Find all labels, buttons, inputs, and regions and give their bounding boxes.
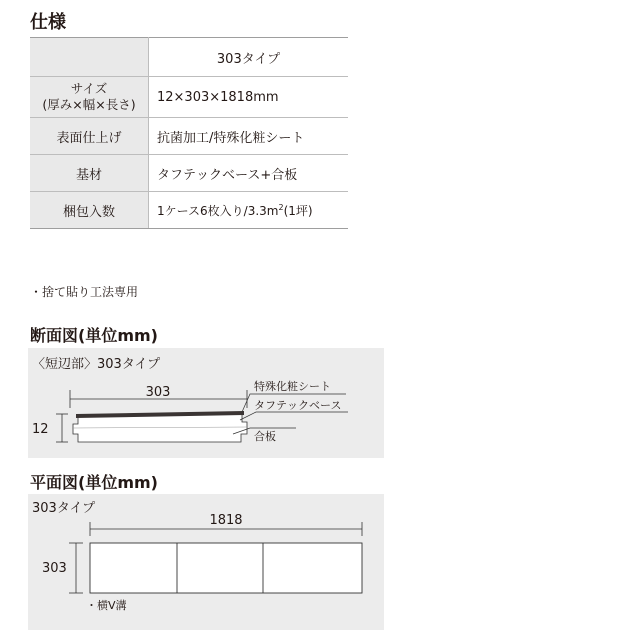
section-width-label: 303 [145, 385, 171, 400]
section-diagram [28, 348, 384, 458]
plan-panel [28, 494, 384, 630]
spec-value-packing-post: (1坪) [283, 203, 313, 218]
plan-diagram [28, 494, 384, 630]
spec-label-finish: 表面仕上げ [30, 118, 149, 155]
plan-title: 平面図(単位mm) [30, 473, 158, 492]
spec-value-finish: 抗菌加工/特殊化粧シート [149, 118, 349, 155]
spec-value-size: 12×303×1818mm [149, 77, 349, 118]
spec-row-size [30, 77, 348, 118]
section-label-base: タフテックベース [254, 399, 342, 412]
spec-value-packing-main: 1ケース6枚入り/3.3m [157, 203, 279, 218]
section-label-sheet: 特殊化粧シート [254, 380, 331, 393]
section-label-plywood: 合板 [254, 430, 276, 443]
install-note: ・捨て貼り工法専用 [30, 285, 139, 299]
section-thickness-label: 12 [32, 422, 49, 437]
spec-label-packing: 梱包入数 [30, 192, 149, 229]
spec-table [30, 37, 348, 229]
spec-row-base [30, 155, 348, 192]
plan-width-label: 303 [42, 561, 67, 576]
spec-row-finish [30, 118, 348, 155]
spec-row-packing [30, 192, 348, 229]
plan-length-label: 1818 [209, 513, 243, 528]
plan-groove-note: ・横V溝 [86, 599, 127, 612]
spec-label-size [30, 77, 149, 118]
spec-label-size-line2: (厚み×幅×長さ) [42, 97, 136, 112]
spec-value-packing-sup: 2 [278, 202, 284, 212]
spec-label-size-line1: サイズ [70, 81, 108, 96]
spec-title: 仕様 [30, 12, 66, 33]
spec-header-row [30, 38, 348, 77]
section-panel [28, 348, 384, 458]
spec-value-packing [149, 192, 349, 229]
spec-value-base: タフテックベース+合板 [149, 155, 349, 192]
section-subtitle: 〈短辺部〉303タイプ [32, 357, 161, 372]
spec-header-blank [30, 38, 149, 77]
section-title: 断面図(単位mm) [30, 326, 158, 345]
spec-header-type: 303タイプ [149, 38, 349, 77]
spec-label-base: 基材 [30, 155, 149, 192]
plan-subtitle: 303タイプ [32, 501, 96, 516]
